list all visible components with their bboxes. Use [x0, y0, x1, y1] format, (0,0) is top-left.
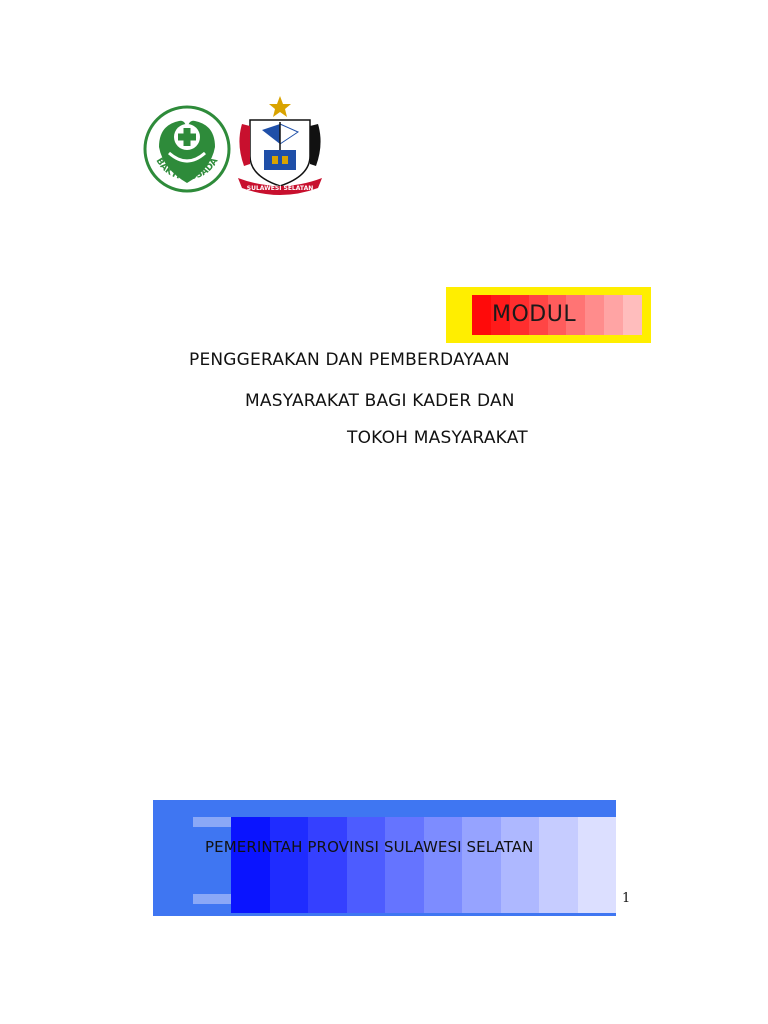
footer-accent-top — [193, 817, 231, 827]
modul-gradient-block — [623, 295, 642, 335]
title-line-2: MASYARAKAT BAGI KADER DAN — [245, 391, 515, 411]
sulawesi-selatan-emblem — [234, 94, 326, 198]
bakti-husada-logo — [141, 97, 233, 200]
modul-label: MODUL — [492, 302, 577, 327]
footer-band — [153, 800, 616, 916]
sulawesi-selatan-ribbon-text: SULAWESI SELATAN — [246, 185, 314, 192]
modul-gradient-block — [472, 295, 491, 335]
footer-gradient-block — [231, 817, 270, 913]
footer-gradient-block — [462, 817, 501, 913]
modul-gradient-block — [604, 295, 623, 335]
modul-gradient-block — [585, 295, 604, 335]
footer-gradient-block — [308, 817, 347, 913]
footer-gradient-block — [424, 817, 463, 913]
footer-gradient-block — [385, 817, 424, 913]
footer-accent-bottom — [193, 894, 231, 904]
footer-gradient-block — [578, 817, 617, 913]
footer-gradient-block — [539, 817, 578, 913]
footer-gradient-block — [347, 817, 386, 913]
page-number: 1 — [622, 891, 631, 906]
modul-label-box — [446, 287, 651, 343]
footer-gradient-block — [270, 817, 309, 913]
title-line-1: PENGGERAKAN DAN PEMBERDAYAAN — [189, 350, 510, 370]
bakti-husada-text: BAKTI HUSADA — [153, 156, 221, 183]
title-line-3: TOKOH MASYARAKAT — [347, 428, 528, 448]
footer-institution-text: PEMERINTAH PROVINSI SULAWESI SELATAN — [205, 838, 534, 856]
footer-gradient-blocks — [231, 817, 616, 913]
footer-gradient-block — [501, 817, 540, 913]
